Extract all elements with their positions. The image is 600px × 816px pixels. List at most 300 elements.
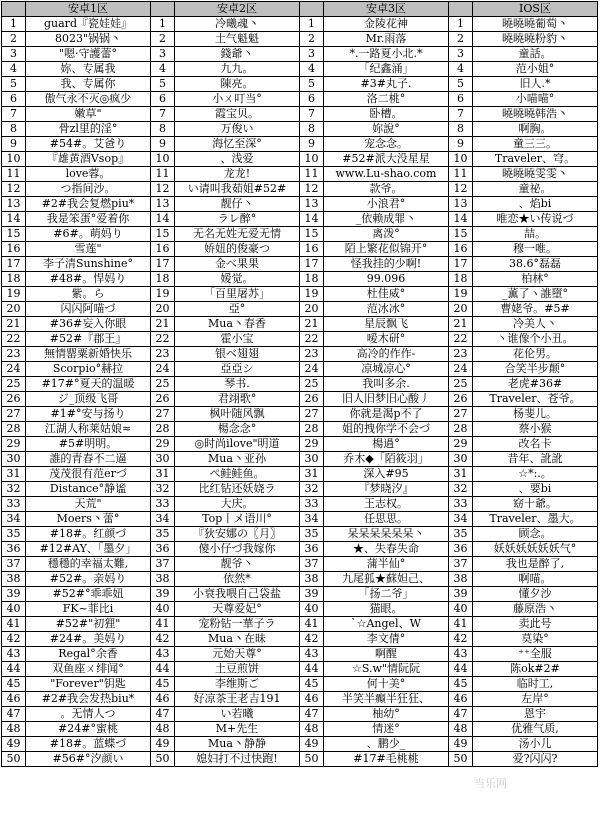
player-name-cell: #2#我会发热biu* xyxy=(26,692,151,707)
rank-cell: 32 xyxy=(300,482,324,497)
rank-cell: 16 xyxy=(449,242,473,257)
rank-cell: 14 xyxy=(151,212,175,227)
player-name-cell: 曉曉曉葡萄丶 xyxy=(473,17,598,32)
player-name-cell: 99.096 xyxy=(324,272,449,287)
rank-cell: 41 xyxy=(2,617,26,632)
player-name-cell: 。无情人つ xyxy=(26,707,151,722)
table-row xyxy=(2,137,598,152)
rank-cell: 43 xyxy=(151,647,175,662)
rank-cell: 26 xyxy=(300,392,324,407)
rank-cell: 27 xyxy=(2,407,26,422)
rank-cell: 47 xyxy=(2,707,26,722)
rank-cell: 33 xyxy=(449,497,473,512)
player-name-cell: #24#。美妈り xyxy=(26,632,151,647)
table-row xyxy=(2,647,598,662)
player-name-cell: "Forever"钥匙 xyxy=(26,677,151,692)
player-name-cell: 左岸° xyxy=(473,692,598,707)
rank-cell: 17 xyxy=(449,257,473,272)
rank-cell: 28 xyxy=(300,422,324,437)
rank-cell: 49 xyxy=(300,737,324,752)
player-name-cell: _薫了ヽ誰墮° xyxy=(473,287,598,302)
player-name-cell: 莫染° xyxy=(473,632,598,647)
rank-cell: 4 xyxy=(449,62,473,77)
rank-cell: 37 xyxy=(300,557,324,572)
rank-cell: 36 xyxy=(2,542,26,557)
player-name-cell: 楊過° xyxy=(324,437,449,452)
rank-cell: 1 xyxy=(2,17,26,32)
rank-cell: 27 xyxy=(151,407,175,422)
player-name-cell: #54#。艾爸り xyxy=(26,137,151,152)
player-name-cell: #52#派大没星星 xyxy=(324,152,449,167)
player-name-cell: #52#°乖乖妞 xyxy=(26,587,151,602)
player-name-cell: 錢爺丶 xyxy=(175,47,300,62)
player-name-cell: #56#°汐颜い xyxy=(26,752,151,767)
table-row xyxy=(2,722,598,737)
player-name-cell: 窈十爺。 xyxy=(473,497,598,512)
rank-cell: 30 xyxy=(151,452,175,467)
player-name-cell: 凉城凉心° xyxy=(324,362,449,377)
rank-cell: 3 xyxy=(151,47,175,62)
player-name-cell: い若曦 xyxy=(175,707,300,722)
player-name-cell: 土气魁魁 xyxy=(175,32,300,47)
player-name-cell: 我也是醉了, xyxy=(473,557,598,572)
player-name-cell: 杜佳威° xyxy=(324,287,449,302)
player-name-cell: 李子清Sunshine° xyxy=(26,257,151,272)
player-name-cell: 怪我挂的少啊! xyxy=(324,257,449,272)
player-name-cell: 蔡小猴 xyxy=(473,422,598,437)
player-name-cell: 「纪鑫涌」 xyxy=(324,62,449,77)
player-name-cell: 8023"锅锅丶 xyxy=(26,32,151,47)
player-name-cell: 江湖人称莱姑娘≈ xyxy=(26,422,151,437)
player-name-cell: 乔木◆「陌筱羽」 xyxy=(324,452,449,467)
player-name-cell: 金べ果果 xyxy=(175,257,300,272)
player-name-cell: 比红钻还妖娆ラ xyxy=(175,482,300,497)
rank-cell: 30 xyxy=(2,452,26,467)
player-name-cell: ぺ鲑鲑鱼。 xyxy=(175,467,300,482)
rank-cell: 16 xyxy=(2,242,26,257)
rank-cell: 37 xyxy=(449,557,473,572)
player-name-cell: 我叫多余. xyxy=(324,377,449,392)
rank-cell: 11 xyxy=(300,167,324,182)
table-header-row xyxy=(2,2,598,17)
rank-cell: 15 xyxy=(300,227,324,242)
player-name-cell: ジ_顶级飞哥 xyxy=(26,392,151,407)
player-name-cell: 啊喵。 xyxy=(473,572,598,587)
rank-cell: 42 xyxy=(300,632,324,647)
rank-cell: 40 xyxy=(300,602,324,617)
rank-cell: 38 xyxy=(449,572,473,587)
player-name-cell: 柚幼° xyxy=(324,707,449,722)
rank-cell: 6 xyxy=(151,92,175,107)
player-name-cell: #48#。悍妈り xyxy=(26,272,151,287)
table-row xyxy=(2,707,598,722)
player-name-cell: 土豆煎饼 xyxy=(175,662,300,677)
player-name-cell: ラレ醉° xyxy=(175,212,300,227)
player-name-cell: 傲气永不灭◎疯少 xyxy=(26,92,151,107)
player-name-cell: "嗯·守護蕾° xyxy=(26,47,151,62)
player-name-cell: 猫眼。 xyxy=(324,602,449,617)
player-name-cell: 龙龙! xyxy=(175,167,300,182)
player-name-cell: 童祕。 xyxy=(473,182,598,197)
player-name-cell: 君翊歌° xyxy=(175,392,300,407)
player-name-cell: 洛二桃° xyxy=(324,92,449,107)
player-name-cell: 范冰冰° xyxy=(324,302,449,317)
player-name-cell: #3#丸子. xyxy=(324,77,449,92)
player-name-cell: 星辰飘飞 xyxy=(324,317,449,332)
player-name-cell: 天荒" xyxy=(26,497,151,512)
rank-cell: 9 xyxy=(449,137,473,152)
rank-cell: 28 xyxy=(151,422,175,437)
rank-cell: 11 xyxy=(2,167,26,182)
player-name-cell: 嫒觉。 xyxy=(175,272,300,287)
player-name-cell: 你就是渴p不了 xyxy=(324,407,449,422)
rank-cell: 13 xyxy=(300,197,324,212)
player-name-cell: 双鱼座ㄨ绯闻° xyxy=(26,662,151,677)
rank-cell: 39 xyxy=(300,587,324,602)
rank-cell: 48 xyxy=(2,722,26,737)
player-name-cell: 款爷。 xyxy=(324,182,449,197)
player-name-cell: 离泼° xyxy=(324,227,449,242)
rank-cell: 9 xyxy=(151,137,175,152)
header-num-cell xyxy=(449,2,473,17)
table-row xyxy=(2,227,598,242)
player-name-cell: ◎时尚ilove"明道 xyxy=(175,437,300,452)
player-name-cell: _依赖成罪丶 xyxy=(324,212,449,227)
rank-cell: 18 xyxy=(449,272,473,287)
header-num-cell xyxy=(2,2,26,17)
player-name-cell: 恩宇 xyxy=(473,707,598,722)
player-name-cell: 旧人.* xyxy=(473,77,598,92)
rank-cell: 48 xyxy=(151,722,175,737)
site-watermark: 当乐网 xyxy=(474,777,507,790)
rank-cell: 24 xyxy=(2,362,26,377)
player-name-cell: 任思思。 xyxy=(324,512,449,527)
player-name-cell: 妳、专属我 xyxy=(26,62,151,77)
rank-cell: 49 xyxy=(449,737,473,752)
rank-cell: 14 xyxy=(300,212,324,227)
rank-cell: 37 xyxy=(2,557,26,572)
player-name-cell: #52#。亲妈り xyxy=(26,572,151,587)
player-name-cell: 情迷° xyxy=(324,722,449,737)
rank-cell: 22 xyxy=(300,332,324,347)
player-name-cell: #52#『郡王』 xyxy=(26,332,151,347)
player-name-cell: Distance°静谧 xyxy=(26,482,151,497)
player-name-cell: #5#明明。 xyxy=(26,437,151,452)
player-name-cell: #36#妄入你眼 xyxy=(26,317,151,332)
rank-cell: 29 xyxy=(300,437,324,452)
table-row xyxy=(2,407,598,422)
table-row xyxy=(2,482,598,497)
rank-cell: 15 xyxy=(151,227,175,242)
player-name-cell: 李维斯ご xyxy=(175,677,300,692)
rank-cell: 50 xyxy=(151,752,175,767)
rank-cell: 3 xyxy=(2,47,26,62)
rank-cell: 22 xyxy=(449,332,473,347)
header-num-cell xyxy=(151,2,175,17)
table-row xyxy=(2,272,598,287)
table-row xyxy=(2,32,598,47)
player-name-cell: 冷美人丶 xyxy=(473,317,598,332)
table-row xyxy=(2,392,598,407)
player-name-cell: 童三三。 xyxy=(473,137,598,152)
player-name-cell: Traveler、穹。 xyxy=(473,152,598,167)
player-name-cell: 38.6°磊磊 xyxy=(473,257,598,272)
player-name-cell: 茂茂很有范erづ xyxy=(26,467,151,482)
header-server-2: 安卓2区 xyxy=(175,2,300,17)
rank-cell: 18 xyxy=(300,272,324,287)
player-name-cell: 呆呆呆呆呆呆丶 xyxy=(324,527,449,542)
table-row xyxy=(2,347,598,362)
rank-cell: 20 xyxy=(151,302,175,317)
rank-cell: 40 xyxy=(151,602,175,617)
rank-cell: 45 xyxy=(449,677,473,692)
rank-cell: 26 xyxy=(2,392,26,407)
player-name-cell: *.一路夏小北.* xyxy=(324,47,449,62)
table-row xyxy=(2,77,598,92)
rank-cell: 30 xyxy=(300,452,324,467)
player-name-cell: love蓉。 xyxy=(26,167,151,182)
rank-cell: 28 xyxy=(2,422,26,437)
player-name-cell: Mua丶静静 xyxy=(175,737,300,752)
rank-cell: 15 xyxy=(449,227,473,242)
player-name-cell: 依然* xyxy=(175,572,300,587)
player-name-cell: 啊醒 xyxy=(324,647,449,662)
rank-cell: 21 xyxy=(2,317,26,332)
rank-cell: 10 xyxy=(2,152,26,167)
rank-cell: 20 xyxy=(449,302,473,317)
rank-cell: 15 xyxy=(2,227,26,242)
rank-cell: 19 xyxy=(151,287,175,302)
player-name-cell: 蒲半仙° xyxy=(324,557,449,572)
rank-cell: 31 xyxy=(449,467,473,482)
rank-cell: 48 xyxy=(449,722,473,737)
rank-cell: 43 xyxy=(300,647,324,662)
player-name-cell: Traveler、墨大。 xyxy=(473,512,598,527)
rank-cell: 9 xyxy=(300,137,324,152)
player-name-cell: 顾念。 xyxy=(473,527,598,542)
rank-cell: 21 xyxy=(300,317,324,332)
player-name-cell: 卖此号 xyxy=(473,617,598,632)
rank-cell: 38 xyxy=(151,572,175,587)
rank-cell: 8 xyxy=(449,122,473,137)
player-name-cell: 、焰bi xyxy=(473,197,598,212)
rank-cell: 28 xyxy=(449,422,473,437)
rank-cell: 8 xyxy=(151,122,175,137)
rank-cell: 26 xyxy=(151,392,175,407)
rank-cell: 10 xyxy=(449,152,473,167)
player-name-cell: 海忆至深° xyxy=(175,137,300,152)
player-name-cell: 曹姥爷。#5# xyxy=(473,302,598,317)
table-row xyxy=(2,92,598,107)
rank-cell: 32 xyxy=(2,482,26,497)
player-name-cell: 枫叶随风飘 xyxy=(175,407,300,422)
rank-cell: 5 xyxy=(300,77,324,92)
player-name-cell: #17#°夏天的温暖 xyxy=(26,377,151,392)
player-name-cell: 陈ok#2# xyxy=(473,662,598,677)
player-name-cell: Traveler、苍爷。 xyxy=(473,392,598,407)
player-name-cell: 小浪君° xyxy=(324,197,449,212)
player-name-cell: 无名无姓无爱无情 xyxy=(175,227,300,242)
table-row xyxy=(2,752,598,767)
table-row xyxy=(2,257,598,272)
player-name-cell: 李文倩° xyxy=(324,632,449,647)
rank-cell: 2 xyxy=(151,32,175,47)
player-name-cell: 懂夕沙 xyxy=(473,587,598,602)
rank-cell: 5 xyxy=(449,77,473,92)
rank-cell: 3 xyxy=(449,47,473,62)
table-row xyxy=(2,107,598,122)
rank-cell: 44 xyxy=(151,662,175,677)
rank-cell: 42 xyxy=(151,632,175,647)
rank-cell: 29 xyxy=(2,437,26,452)
rank-cell: 31 xyxy=(2,467,26,482)
rank-cell: 17 xyxy=(151,257,175,272)
player-name-cell: #6#。萌妈り xyxy=(26,227,151,242)
rank-cell: 43 xyxy=(2,647,26,662)
rank-cell: 12 xyxy=(151,182,175,197)
player-name-cell: ☆*:.。 xyxy=(473,467,598,482)
rank-cell: 22 xyxy=(151,332,175,347)
player-name-cell: 楊念念° xyxy=(175,422,300,437)
table-row xyxy=(2,377,598,392)
player-name-cell: 童話。 xyxy=(473,47,598,62)
rank-cell: 1 xyxy=(449,17,473,32)
table-row xyxy=(2,437,598,452)
rank-cell: 29 xyxy=(449,437,473,452)
player-name-cell: Mua丶在昧 xyxy=(175,632,300,647)
rank-cell: 2 xyxy=(2,32,26,47)
rank-cell: 16 xyxy=(300,242,324,257)
player-name-cell: 柏林° xyxy=(473,272,598,287)
rank-cell: 38 xyxy=(300,572,324,587)
rank-cell: 33 xyxy=(2,497,26,512)
rank-cell: 4 xyxy=(2,62,26,77)
rank-cell: 47 xyxy=(300,707,324,722)
rank-cell: 41 xyxy=(151,617,175,632)
rank-cell: 17 xyxy=(2,257,26,272)
rank-cell: 46 xyxy=(151,692,175,707)
player-name-cell: 元始天尊° xyxy=(175,647,300,662)
rank-cell: 7 xyxy=(300,107,324,122)
table-row xyxy=(2,512,598,527)
player-name-cell: つ指间沙。 xyxy=(26,182,151,197)
table-row xyxy=(2,197,598,212)
rank-cell: 26 xyxy=(449,392,473,407)
player-name-cell: ☆S.w"情阮阮 xyxy=(324,662,449,677)
rank-cell: 19 xyxy=(2,287,26,302)
player-name-cell: 王志权。 xyxy=(324,497,449,512)
player-name-cell: #18#。红颜づ xyxy=(26,527,151,542)
rank-cell: 12 xyxy=(2,182,26,197)
header-num-cell xyxy=(300,2,324,17)
player-name-cell: #52#"初狸" xyxy=(26,617,151,632)
player-name-cell: 誰的青春不二逼 xyxy=(26,452,151,467)
rank-cell: 25 xyxy=(449,377,473,392)
rank-cell: 43 xyxy=(449,647,473,662)
rank-cell: 9 xyxy=(2,137,26,152)
rank-cell: 39 xyxy=(2,587,26,602)
player-name-cell: 藤原浩丶 xyxy=(473,602,598,617)
player-name-cell: 宠粉钻一華子ラ xyxy=(175,617,300,632)
player-name-cell: 曉曉曉粉豹丶 xyxy=(473,32,598,47)
rank-cell: 14 xyxy=(2,212,26,227)
rank-cell: 46 xyxy=(2,692,26,707)
player-name-cell: 我是笨蛋°爱着你 xyxy=(26,212,151,227)
player-name-cell: 银ベ翅翅 xyxy=(175,347,300,362)
player-name-cell: 靓仔丶 xyxy=(175,197,300,212)
player-name-cell: 九九。 xyxy=(175,62,300,77)
player-name-cell: 汤小儿 xyxy=(473,737,598,752)
player-name-cell: 高冷的作作- xyxy=(324,347,449,362)
rank-cell: 46 xyxy=(449,692,473,707)
rank-cell: 45 xyxy=(300,677,324,692)
player-name-cell: ⁺⁺全服 xyxy=(473,647,598,662)
rank-cell: 11 xyxy=(151,167,175,182)
player-name-cell: 宠念念。 xyxy=(324,137,449,152)
player-name-cell: 旧人旧梦旧心酸丿 xyxy=(324,392,449,407)
player-name-cell: 亞° xyxy=(175,302,300,317)
rank-cell: 18 xyxy=(2,272,26,287)
player-name-cell: 昔年、訛訛 xyxy=(473,452,598,467)
rank-cell: 4 xyxy=(300,62,324,77)
rank-cell: 3 xyxy=(300,47,324,62)
rank-cell: 16 xyxy=(151,242,175,257)
rank-cell: 6 xyxy=(300,92,324,107)
player-name-cell: #1#°安与扬り xyxy=(26,407,151,422)
player-name-cell: Mr.雨落 xyxy=(324,32,449,47)
player-name-cell: 丶谁像个小丑。 xyxy=(473,332,598,347)
rank-cell: 20 xyxy=(300,302,324,317)
table-row xyxy=(2,332,598,347)
rank-cell: 20 xyxy=(2,302,26,317)
rank-cell: 10 xyxy=(151,152,175,167)
table-body xyxy=(2,17,598,767)
rank-cell: 49 xyxy=(2,737,26,752)
table-row xyxy=(2,287,598,302)
header-server-3: 安卓3区 xyxy=(324,2,449,17)
rank-cell: 41 xyxy=(449,617,473,632)
rank-cell: 1 xyxy=(151,17,175,32)
table-row xyxy=(2,302,598,317)
rank-cell: 32 xyxy=(449,482,473,497)
rank-cell: 25 xyxy=(300,377,324,392)
rank-cell: 35 xyxy=(2,527,26,542)
player-name-cell: 小衰我喂自己袋盐 xyxy=(175,587,300,602)
player-name-cell: www.Lu-shao.com xyxy=(324,167,449,182)
player-name-cell: 花伦男。 xyxy=(473,347,598,362)
table-row xyxy=(2,632,598,647)
player-name-cell: 范小姐° xyxy=(473,62,598,77)
player-name-cell: 九尾狐★蘇妲己、 xyxy=(324,572,449,587)
table-row xyxy=(2,527,598,542)
player-name-cell: 临时工, xyxy=(473,677,598,692)
rank-cell: 5 xyxy=(151,77,175,92)
rank-cell: 31 xyxy=(300,467,324,482)
player-name-cell: 雪莲" xyxy=(26,242,151,257)
rank-cell: 36 xyxy=(449,542,473,557)
player-name-cell: 霍小宝 xyxy=(175,332,300,347)
rank-cell: 21 xyxy=(151,317,175,332)
player-name-cell: 天尊爱妃° xyxy=(175,602,300,617)
player-name-cell: 『梦晓汐』 xyxy=(324,482,449,497)
rank-cell: 49 xyxy=(151,737,175,752)
rank-cell: 40 xyxy=(449,602,473,617)
table-row xyxy=(2,557,598,572)
player-name-cell: 、鹏少_ xyxy=(324,737,449,752)
rank-cell: 24 xyxy=(151,362,175,377)
player-name-cell: 小ㄨ叮当° xyxy=(175,92,300,107)
rank-cell: 27 xyxy=(300,407,324,422)
